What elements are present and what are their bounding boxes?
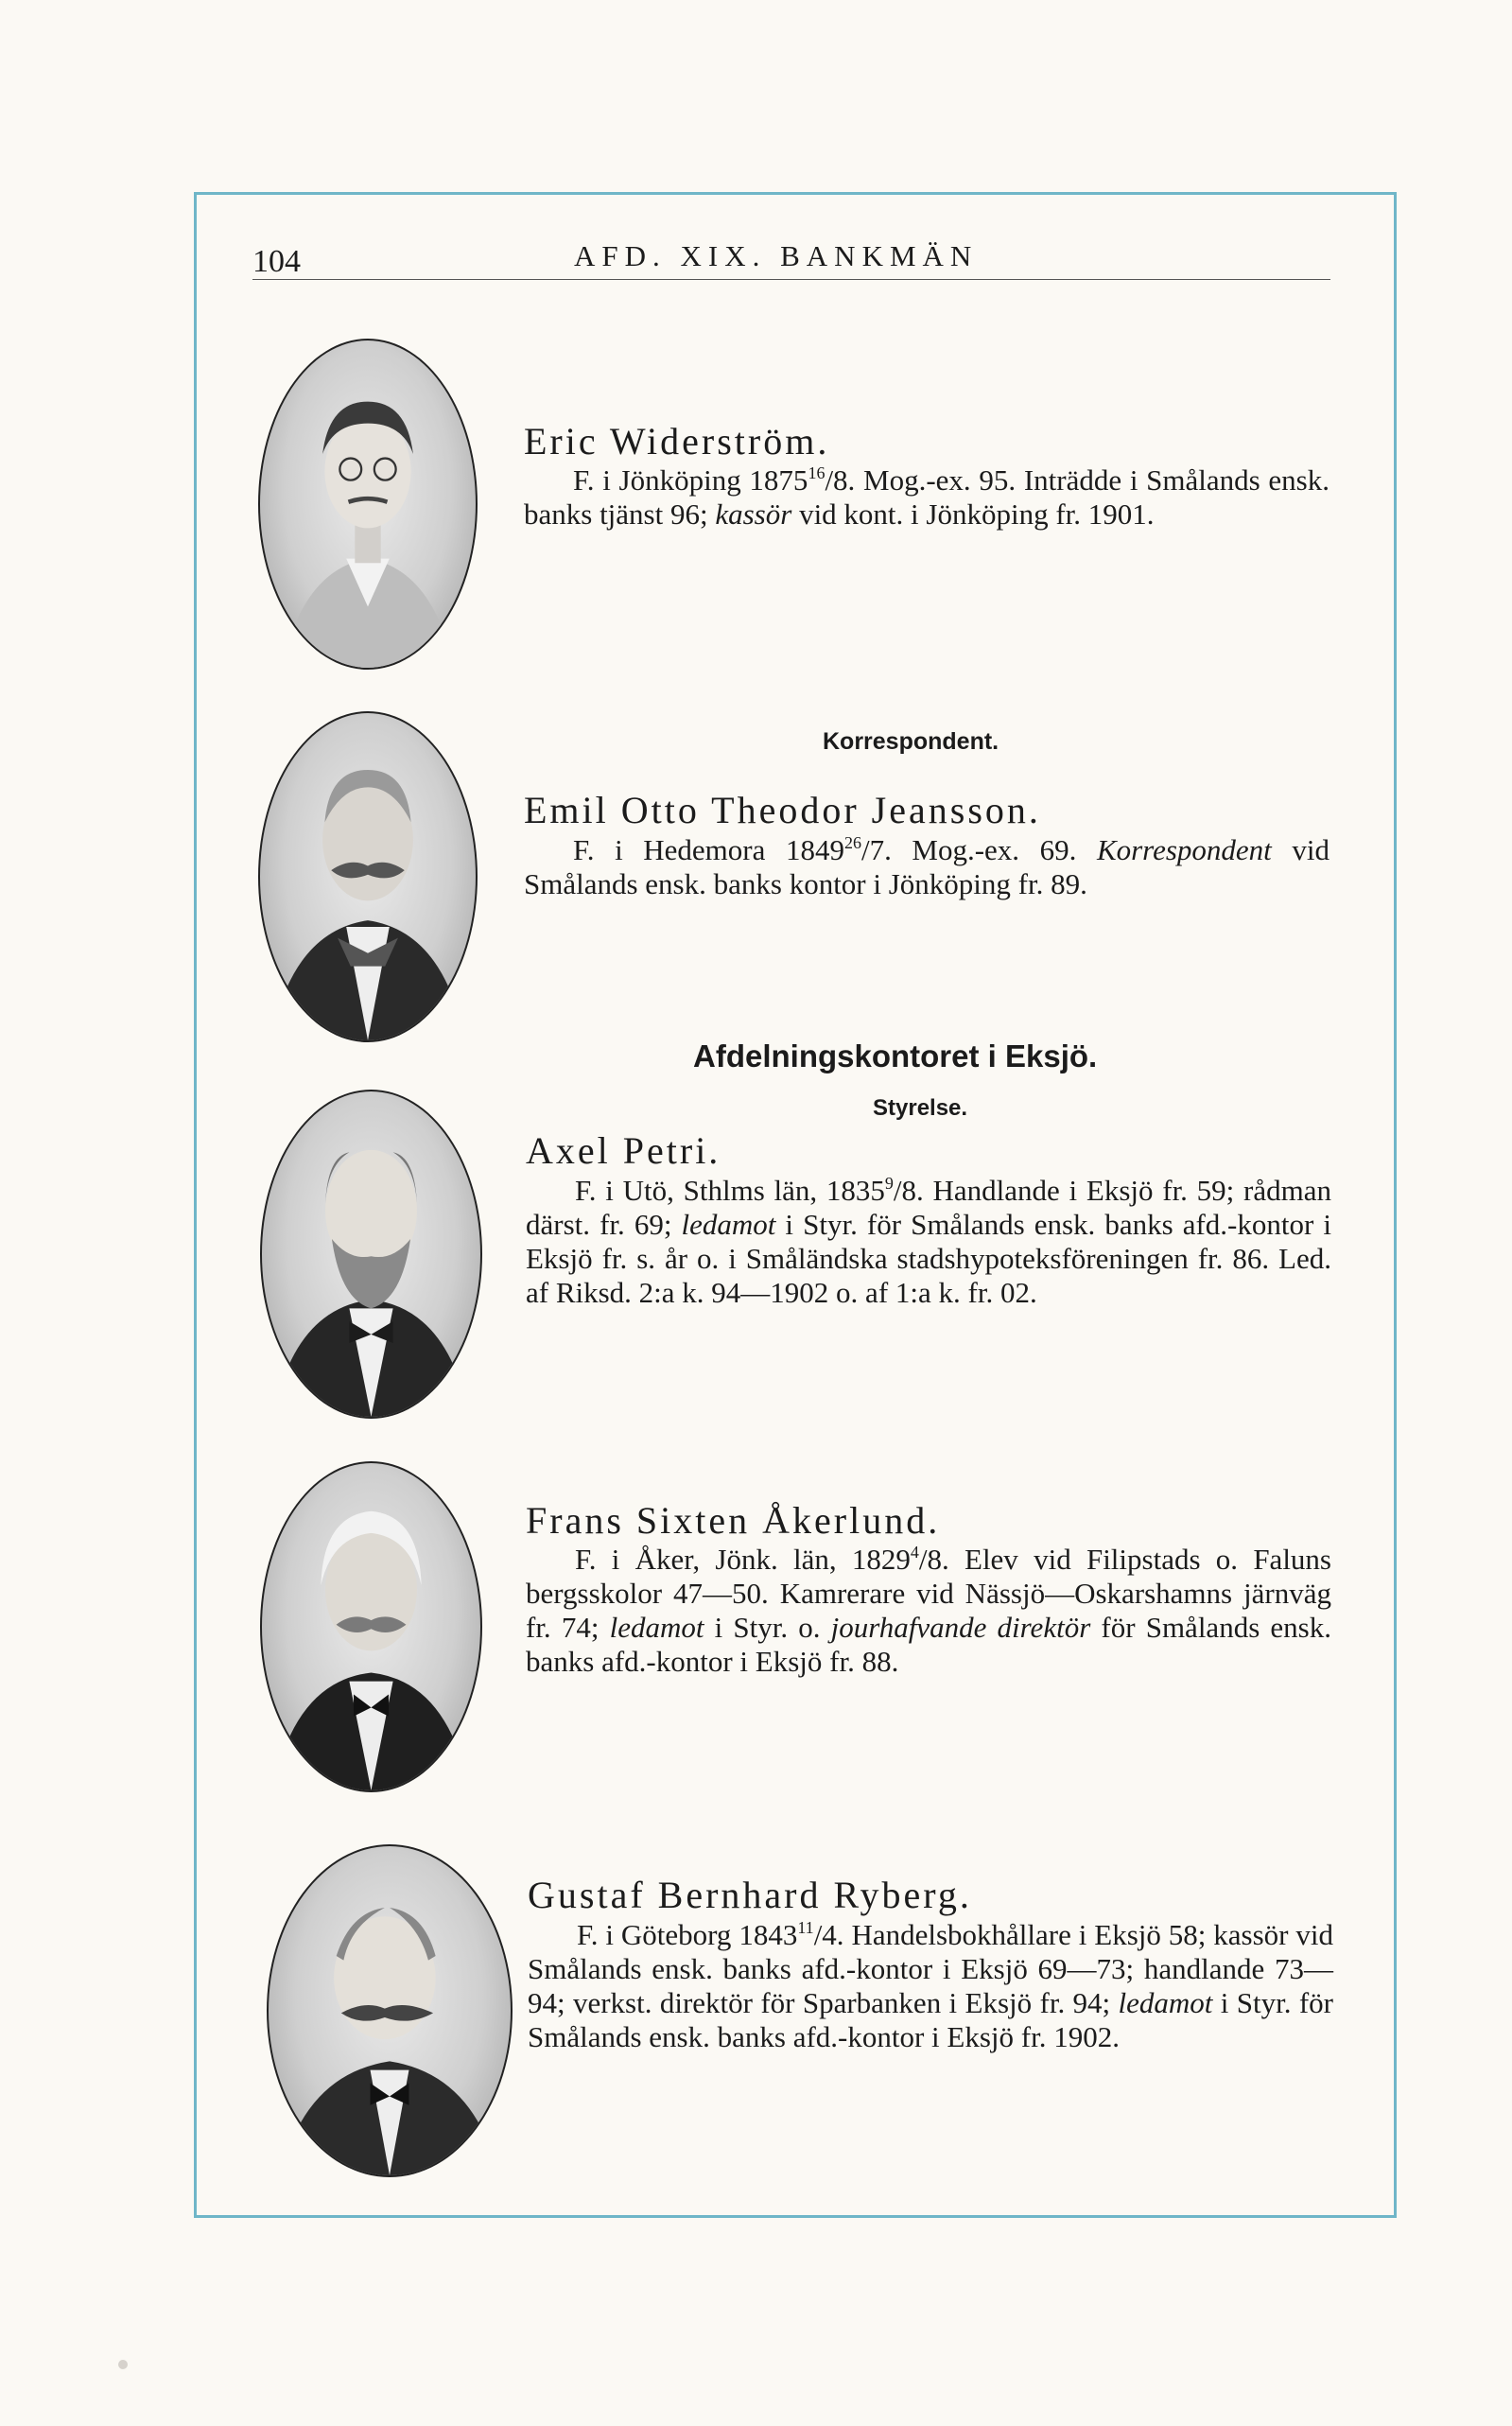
bio-segment: /8. Mog.-ex. 95. Inträdde i Smålands ensk. banks tjänst 96; xyxy=(524,463,1330,531)
portrait-photo xyxy=(267,1844,513,2177)
bio-segment: /4. Handelsbokhållare i Eksjö 58; kassör vid Smålands ensk. banks afd.-kontor i Eksjö 69—73; handlande 73—94; verkst. direktör för Sparbanken i Eksjö fr. 94; xyxy=(528,1918,1333,2019)
portrait-photo xyxy=(258,711,478,1042)
bio-segment: ledamot xyxy=(609,1611,704,1644)
section-heading-korrespondent: Korrespondent. xyxy=(823,728,999,755)
bio-segment: ledamot xyxy=(1118,1986,1213,2019)
header-rule xyxy=(252,279,1330,280)
person-bio xyxy=(526,1543,1331,1679)
person-bio xyxy=(528,1918,1333,2054)
person-bio xyxy=(524,833,1330,901)
bio-segment: /7. Mog.-ex. 69. xyxy=(860,833,1097,866)
bio-segment: i Styr. för Smålands ensk. banks afd.-kontor i Eksjö fr. s. år o. i Småländska stadshypoteksföreningen fr. 86. Led. af Riksd. 2:a k. 94—1902 o. af 1:a k. fr. 02. xyxy=(526,1208,1331,1309)
portrait-photo xyxy=(260,1090,482,1419)
bio-segment: 26 xyxy=(843,833,861,852)
person-name: Gustaf Bernhard Ryberg. xyxy=(528,1874,972,1916)
bio-segment: i Styr. o. xyxy=(704,1611,831,1644)
bio-segment: i Styr. för Smålands ensk. banks afd.-kontor i Eksjö fr. 1902. xyxy=(528,1986,1333,2053)
bio-segment: för Smålands ensk. banks afd.-kontor i Eksjö fr. 88. xyxy=(526,1611,1331,1678)
bio-segment: kassör xyxy=(715,497,792,531)
bio-segment: F. i Hedemora 1849 xyxy=(573,833,844,866)
bio-segment: F. i Jönköping 1875 xyxy=(573,463,808,497)
bio-segment: Korrespondent xyxy=(1096,833,1272,866)
section-heading-eksjo: Afdelningskontoret i Eksjö. xyxy=(693,1038,1098,1073)
section-heading-styrelse: Styrelse. xyxy=(873,1095,968,1121)
paper-speck xyxy=(118,2360,128,2369)
bio-segment: 9 xyxy=(884,1174,894,1193)
person-name: Emil Otto Theodor Jeansson. xyxy=(524,789,1041,831)
bio-segment: /8. Elev vid Filipstads o. Faluns bergsskolor 47—50. Kamrerare vid Nässjö—Oskarshamns järnväg fr. 74; xyxy=(526,1543,1331,1644)
bio-segment: 4 xyxy=(910,1543,919,1562)
person-name: Eric Widerström. xyxy=(524,420,830,463)
bio-segment: 16 xyxy=(808,463,826,482)
portrait-photo xyxy=(260,1461,482,1792)
bio-segment: vid kont. i Jönköping fr. 1901. xyxy=(791,497,1155,531)
bio-segment: F. i Utö, Sthlms län, 1835 xyxy=(575,1174,885,1207)
page-number: 104 xyxy=(252,244,301,279)
bio-segment: ledamot xyxy=(681,1208,776,1241)
bio-segment: /8. Handlande i Eksjö fr. 59; rådman därst. fr. 69; xyxy=(526,1174,1332,1241)
bio-segment: F. i Åker, Jönk. län, 1829 xyxy=(575,1543,911,1576)
portrait-photo xyxy=(258,339,478,670)
bio-segment: jourhafvande direktör xyxy=(830,1611,1091,1644)
running-header: AFD. XIX. BANKMÄN xyxy=(574,239,979,272)
person-name: Frans Sixten Åkerlund. xyxy=(526,1499,941,1542)
person-bio xyxy=(524,463,1330,532)
bio-segment: vid Smålands ensk. banks kontor i Jönköping fr. 89. xyxy=(524,833,1330,900)
bio-segment: F. i Göteborg 1843 xyxy=(577,1918,798,1951)
person-name: Axel Petri. xyxy=(526,1129,721,1172)
bio-segment: 11 xyxy=(797,1918,814,1937)
person-bio xyxy=(526,1174,1331,1310)
